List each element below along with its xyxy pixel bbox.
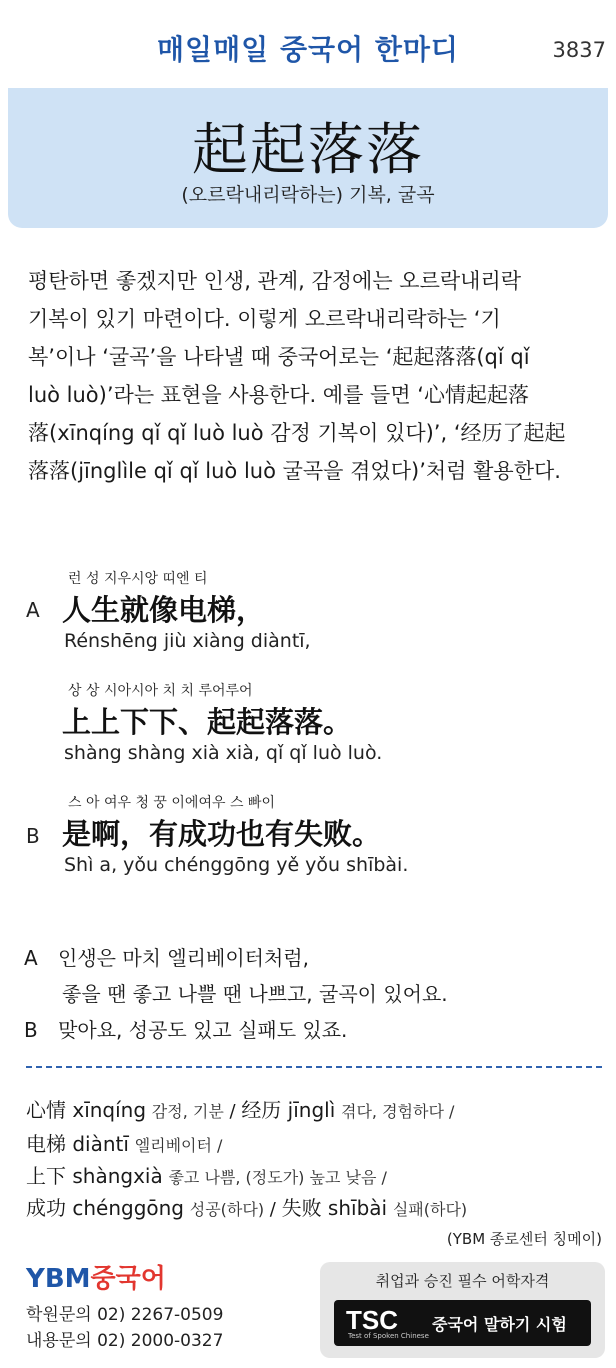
translation-line bbox=[24, 942, 309, 971]
vocab-separator: / bbox=[264, 1199, 282, 1220]
vocab-line bbox=[26, 1094, 454, 1123]
vocab-gloss: 겪다, 경험하다 / bbox=[341, 1102, 455, 1121]
dialog-ruby: 스 아 여우 청 꿍 이에여우 스 빠이 bbox=[68, 795, 275, 811]
explanation-line: 복’이나 ‘굴곡’을 나타낼 때 중국어로는 ‘起起落落(qǐ qǐ bbox=[28, 345, 530, 369]
tsc-label: 중국어 말하기 시험 bbox=[432, 1315, 567, 1334]
explanation-line: 落(xīnqíng qǐ qǐ luò luò 감정 기복이 있다)’, ‘经历了起起 bbox=[28, 421, 566, 445]
vocab-gloss: 좋고 나쁨, (정도가) 높고 낮음 / bbox=[168, 1168, 387, 1187]
translation-text: 맞아요, 성공도 있고 실패도 있죠. bbox=[58, 1018, 348, 1042]
brand-suffix: 중국어 bbox=[90, 1264, 166, 1294]
vocab-gloss: 성공(하다) bbox=[189, 1200, 265, 1219]
dialog-ruby: 런 성 지우시앙 띠엔 티 bbox=[68, 571, 208, 587]
vocab-line bbox=[26, 1192, 467, 1221]
tsc-badge bbox=[320, 1262, 605, 1358]
badge-tagline: 취업과 승진 필수 어학자격 bbox=[375, 1272, 550, 1290]
translation-line bbox=[24, 1014, 347, 1043]
vocab-word: 上下 shàngxià bbox=[26, 1164, 163, 1188]
explanation-text bbox=[28, 262, 600, 490]
vocab-word: 经历 jīnglì bbox=[241, 1098, 336, 1122]
explanation-line: 기복이 있기 마련이다. 이렇게 오르락내리락하는 ‘기 bbox=[28, 307, 501, 331]
idiom-title: 起起落落 bbox=[192, 118, 424, 183]
dialog-pinyin: shàng shàng xià xià, qǐ qǐ luò luò. bbox=[64, 742, 383, 764]
translation-text: 좋을 땐 좋고 나쁠 땐 나쁘고, 굴곡이 있어요. bbox=[62, 982, 448, 1006]
vocab-gloss: 감정, 기분 bbox=[151, 1102, 224, 1121]
vocab-word: 心情 xīnqíng bbox=[26, 1098, 147, 1122]
explanation-line: 평탄하면 좋겠지만 인생, 관계, 감정에는 오르락내리락 bbox=[28, 269, 522, 293]
episode-number: 3837 bbox=[552, 38, 606, 62]
dialog-chinese: 是啊，有成功也有失败。 bbox=[62, 817, 382, 851]
tsc-logo: TSC bbox=[346, 1305, 398, 1335]
translation-text: 인생은 마치 엘리베이터처럼, bbox=[58, 946, 309, 970]
dialog-pinyin: Rénshēng jiù xiàng diàntī, bbox=[64, 630, 311, 652]
dialog-speaker: A bbox=[26, 598, 40, 622]
dashed-divider bbox=[26, 1066, 602, 1068]
ybm-logo bbox=[26, 1258, 166, 1295]
series-title: 매일매일 중국어 한마디 bbox=[157, 33, 459, 66]
vocab-word: 成功 chénggōng bbox=[26, 1196, 185, 1220]
tsc-banner bbox=[334, 1300, 591, 1346]
dialog-speaker: B bbox=[26, 824, 40, 848]
vocab-gloss: 엘리베이터 / bbox=[134, 1136, 223, 1155]
dialog-chinese: 上上下下、起起落落。 bbox=[62, 705, 353, 739]
vocab-separator: / bbox=[223, 1101, 242, 1122]
dialog-pinyin: Shì a, yǒu chénggōng yě yǒu shībài. bbox=[64, 854, 409, 876]
idiom-meaning: (오르락내리락하는) 기복, 굴곡 bbox=[181, 184, 435, 206]
author-credit: (YBM 종로센터 칭메이) bbox=[446, 1230, 602, 1248]
vocab-word: 电梯 diàntī bbox=[26, 1132, 129, 1156]
tsc-logo-caption: Test of Spoken Chinese bbox=[348, 1332, 429, 1340]
hero-panel bbox=[8, 88, 608, 228]
translation-speaker: B bbox=[24, 1018, 38, 1042]
dialog-chinese: 人生就像电梯， bbox=[62, 593, 266, 627]
header bbox=[0, 0, 616, 88]
dialog-ruby: 상 상 시아시아 치 치 루어루어 bbox=[68, 683, 253, 699]
brand-name: YBM bbox=[26, 1264, 91, 1294]
vocab-gloss: 실패(하다) bbox=[392, 1200, 468, 1219]
vocab-line bbox=[26, 1128, 222, 1157]
contact-content: 내용문의 02) 2000-0327 bbox=[26, 1331, 224, 1351]
vocab-word: 失败 shībài bbox=[281, 1196, 388, 1220]
vocab-line bbox=[26, 1160, 387, 1189]
contact-academy: 학원문의 02) 2267-0509 bbox=[26, 1305, 224, 1325]
explanation-line: 落落(jīnglìle qǐ qǐ luò luò 굴곡을 겪었다)’처럼 활용한다. bbox=[28, 459, 561, 483]
translation-line bbox=[62, 978, 448, 1007]
translation-speaker: A bbox=[24, 946, 38, 970]
explanation-line: luò luò)’라는 표현을 사용한다. 예를 들면 ‘心情起起落 bbox=[28, 383, 529, 407]
